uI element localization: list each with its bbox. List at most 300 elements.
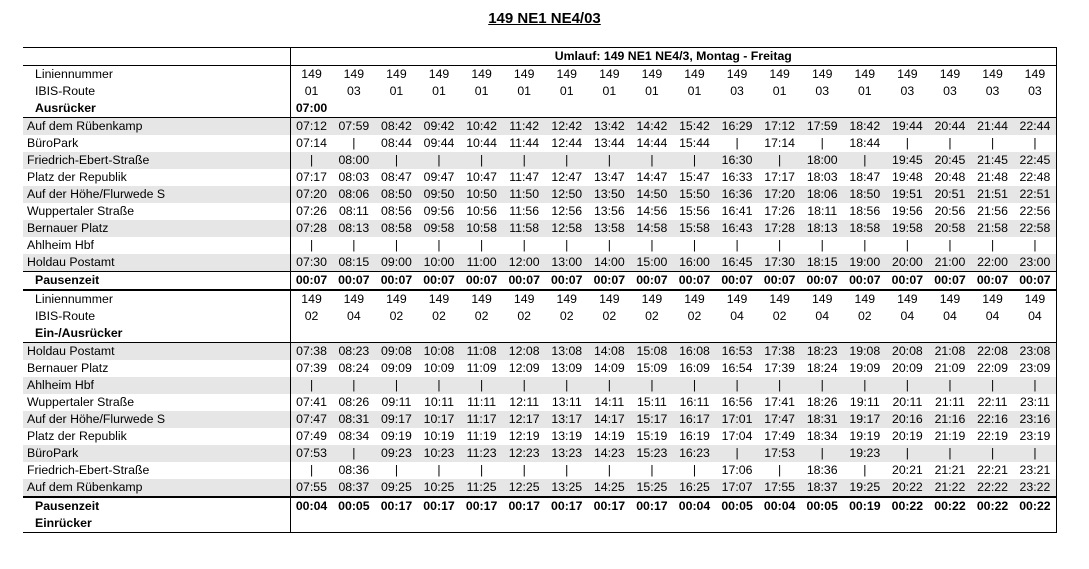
cell: 00:19 [844, 497, 887, 515]
cell: 00:07 [545, 272, 588, 291]
cell: 13:42 [588, 118, 631, 136]
stop-row [23, 220, 1057, 237]
cell: 07:49 [296, 429, 327, 443]
cell [1014, 325, 1057, 343]
cell: 149 [418, 290, 461, 308]
cell: 17:14 [764, 136, 796, 150]
cell: 17:39 [764, 361, 796, 375]
cell: 16:09 [679, 361, 710, 375]
cell: | [522, 463, 526, 477]
cell: 07:59 [333, 118, 376, 136]
cell: 09:11 [381, 395, 412, 409]
cell: 21:08 [929, 343, 972, 361]
cell: 149 [588, 66, 631, 84]
cell: 21:16 [929, 411, 972, 428]
cell: 18:31 [801, 411, 844, 428]
cell: 149 [333, 290, 376, 308]
liniennummer-row [23, 66, 1057, 84]
cell: 00:17 [418, 497, 461, 515]
cell: | [545, 152, 588, 169]
stop-row-label: Auf dem Rübenkamp [23, 118, 290, 136]
cell: | [309, 463, 314, 477]
cell: 22:58 [1014, 220, 1057, 237]
cell: 23:08 [1014, 343, 1057, 361]
cell: 23:00 [1014, 254, 1057, 272]
cell: 12:00 [503, 254, 546, 272]
cell: | [886, 445, 929, 462]
cell: | [692, 463, 697, 477]
cell: 00:05 [716, 497, 759, 515]
cell: 19:09 [849, 361, 881, 375]
cell: | [565, 238, 569, 252]
umlauf-header-row [23, 48, 1057, 66]
cell: 04 [900, 309, 915, 323]
cell: 00:07 [886, 272, 929, 291]
cell: 13:09 [551, 361, 583, 375]
pausenzeit-row [23, 497, 1057, 515]
cell: 12:19 [508, 429, 540, 443]
stop-row-label: Ahlheim Hbf [23, 377, 290, 394]
cell [631, 100, 674, 118]
cell [631, 325, 674, 343]
cell: 15:17 [631, 411, 674, 428]
cell: 149 [758, 66, 801, 84]
stop-row-label: Auf der Höhe/Flurwede S [23, 186, 290, 203]
cell: 21:22 [929, 479, 972, 497]
cell: 12:17 [503, 411, 546, 428]
cell: | [418, 377, 461, 394]
cell: 16:11 [679, 395, 710, 409]
cell: | [905, 238, 909, 252]
cell: 14:00 [588, 254, 631, 272]
cell: 09:19 [381, 429, 412, 443]
stop-row [23, 118, 1057, 136]
cell: 19:51 [886, 186, 929, 203]
cell: | [352, 136, 356, 150]
stop-row [23, 203, 1057, 220]
ibis-route-row-label: IBIS-Route [23, 308, 290, 325]
stop-row-label: Platz der Republik [23, 169, 290, 186]
cell: 07:20 [290, 186, 333, 203]
stop-row [23, 152, 1057, 169]
cell: 00:22 [971, 497, 1014, 515]
cell [503, 325, 546, 343]
cell: 11:11 [467, 395, 497, 409]
cell: 13:11 [551, 395, 582, 409]
cell: 15:47 [679, 170, 710, 184]
cell [929, 100, 972, 118]
cell: 20:00 [886, 254, 929, 272]
cell: 149 [844, 290, 887, 308]
cell: 14:42 [631, 118, 674, 136]
cell: 149 [1014, 66, 1057, 84]
cell [333, 325, 376, 343]
cell: 19:58 [886, 220, 929, 237]
stop-row [23, 254, 1057, 272]
cell: 149 [290, 290, 333, 308]
cell: 20:45 [929, 152, 972, 169]
pausenzeit-row-label: Pausenzeit [23, 272, 290, 291]
cell: 17:12 [758, 118, 801, 136]
cell: 22:45 [1014, 152, 1057, 169]
cell: 07:41 [296, 395, 327, 409]
cell: 00:07 [418, 272, 461, 291]
cell [460, 515, 503, 533]
cell: 14:08 [588, 343, 631, 361]
cell: 15:08 [631, 343, 674, 361]
stop-row-label: Ahlheim Hbf [23, 237, 290, 254]
einruecker-row [23, 515, 1057, 533]
cell: | [352, 238, 356, 252]
cell: 07:55 [290, 479, 333, 497]
cell: | [735, 136, 739, 150]
cell: 00:07 [844, 272, 887, 291]
cell: 00:07 [631, 272, 674, 291]
cell: 08:50 [375, 186, 418, 203]
cell: 00:17 [631, 497, 674, 515]
cell [460, 325, 503, 343]
cell: | [460, 377, 503, 394]
cell: 23:19 [1014, 428, 1057, 445]
cell: 20:22 [886, 479, 929, 497]
cell: 13:23 [545, 445, 588, 462]
cell: 07:12 [290, 118, 333, 136]
cell: 09:25 [375, 479, 418, 497]
cell: 07:47 [290, 411, 333, 428]
cell [588, 515, 631, 533]
cell: 11:50 [503, 186, 546, 203]
cell: 03 [943, 84, 957, 98]
cell: 149 [929, 66, 972, 84]
cell: 10:44 [466, 136, 497, 150]
cell: 04 [943, 309, 957, 323]
cell [418, 515, 461, 533]
cell: 20:44 [929, 118, 972, 136]
cell: 149 [716, 290, 759, 308]
stop-row-label: Wuppertaler Straße [23, 203, 290, 220]
cell: | [820, 136, 824, 150]
cell: | [588, 152, 631, 169]
cell: 10:09 [423, 361, 455, 375]
cell: 22:11 [977, 395, 1008, 409]
cell: 13:47 [593, 170, 625, 184]
cell: 09:44 [423, 136, 455, 150]
cell [588, 100, 631, 118]
cell: 18:34 [806, 429, 838, 443]
cell: 02 [602, 309, 617, 323]
cell: | [971, 377, 1014, 394]
cell: 00:04 [758, 497, 801, 515]
cell: 09:42 [418, 118, 461, 136]
cell: 16:23 [673, 445, 716, 462]
cell: 00:17 [588, 497, 631, 515]
cell: 12:25 [503, 479, 546, 497]
cell: 17:17 [764, 170, 796, 184]
stop-row [23, 186, 1057, 203]
cell: | [333, 377, 376, 394]
cell: | [290, 152, 333, 169]
cell: 08:36 [338, 463, 370, 477]
cell: 03 [347, 84, 361, 98]
cell: 02 [517, 309, 532, 323]
cell: 01 [474, 84, 489, 98]
timetable-grid [23, 47, 1057, 533]
cell: | [820, 238, 824, 252]
cell [971, 515, 1014, 533]
cell: 01 [687, 84, 702, 98]
cell: 13:44 [593, 136, 625, 150]
stop-row [23, 462, 1057, 479]
cell: 08:31 [333, 411, 376, 428]
cell: 17:49 [764, 429, 796, 443]
cell: 11:23 [460, 445, 503, 462]
cell: | [844, 377, 887, 394]
cell: 00:05 [801, 497, 844, 515]
cell: 04 [347, 309, 361, 323]
cell [971, 100, 1014, 118]
cell: 21:19 [934, 429, 966, 443]
cell: 149 [631, 66, 674, 84]
cell: 10:17 [418, 411, 461, 428]
cell: 15:58 [673, 220, 716, 237]
cell: 11:00 [460, 254, 503, 272]
cell [1014, 100, 1057, 118]
cell [333, 100, 376, 118]
cell: 08:56 [381, 204, 412, 218]
stop-row [23, 377, 1057, 394]
cell: 11:58 [503, 220, 546, 237]
cell: | [971, 445, 1014, 462]
cell: 13:25 [545, 479, 588, 497]
cell: 00:22 [886, 497, 929, 515]
cell: 08:06 [333, 186, 376, 203]
cell: 149 [971, 66, 1014, 84]
cell: 02 [772, 309, 787, 323]
timetable [23, 47, 1057, 533]
cell: 18:56 [849, 204, 881, 218]
cell: | [375, 377, 418, 394]
ein-ausruecker-row [23, 325, 1057, 343]
stop-row-label: BüroPark [23, 135, 290, 152]
cell: 17:28 [758, 220, 801, 237]
cell: 18:06 [801, 186, 844, 203]
cell: 21:51 [971, 186, 1014, 203]
cell [673, 100, 716, 118]
cell: 10:23 [418, 445, 461, 462]
cell: 02 [474, 309, 489, 323]
cell: 00:07 [375, 272, 418, 291]
cell: 10:25 [418, 479, 461, 497]
cell: | [588, 377, 631, 394]
cell: 00:17 [545, 497, 588, 515]
ibis-route-row [23, 308, 1057, 325]
cell: 04 [985, 309, 1000, 323]
stop-row-label: Friedrich-Ebert-Straße [23, 152, 290, 169]
cell [844, 515, 887, 533]
cell: | [801, 377, 844, 394]
cell: 09:08 [375, 343, 418, 361]
cell: 16:36 [716, 186, 759, 203]
liniennummer-row-label: Liniennummer [23, 66, 290, 84]
cell: 00:17 [503, 497, 546, 515]
cell: | [437, 238, 441, 252]
stop-row-label: Bernauer Platz [23, 360, 290, 377]
cell: 16:08 [673, 343, 716, 361]
cell: 19:17 [844, 411, 887, 428]
cell: | [886, 377, 929, 394]
cell: 18:42 [844, 118, 887, 136]
stop-row-label: Auf dem Rübenkamp [23, 479, 290, 497]
cell: | [844, 152, 887, 169]
cell: | [1014, 445, 1057, 462]
cell: | [650, 238, 654, 252]
cell [290, 325, 333, 343]
cell: 20:51 [929, 186, 972, 203]
cell: 149 [333, 66, 376, 84]
cell: 02 [559, 309, 574, 323]
cell: 18:11 [807, 204, 838, 218]
cell: 149 [460, 290, 503, 308]
cell [673, 515, 716, 533]
stop-row [23, 411, 1057, 428]
cell: 20:21 [891, 463, 923, 477]
cell: | [716, 377, 759, 394]
cell: 15:50 [673, 186, 716, 203]
cell [545, 325, 588, 343]
ein-ausruecker-row-label: Ein-/Ausrücker [23, 325, 290, 343]
cell: 12:58 [545, 220, 588, 237]
cell: 22:21 [977, 463, 1008, 477]
cell: | [545, 377, 588, 394]
cell: | [480, 238, 484, 252]
cell: 19:56 [891, 204, 923, 218]
cell: 07:53 [290, 445, 333, 462]
cell: 04 [730, 309, 744, 323]
cell: | [565, 463, 569, 477]
cell: 02 [432, 309, 446, 323]
cell: 14:25 [588, 479, 631, 497]
cell: 02 [304, 309, 319, 323]
cell [588, 325, 631, 343]
cell: 17:07 [716, 479, 759, 497]
cell [971, 325, 1014, 343]
cell: 12:44 [551, 136, 583, 150]
cell: 02 [857, 309, 872, 323]
cell: 10:19 [423, 429, 455, 443]
cell: 16:54 [721, 361, 753, 375]
cell: 149 [758, 290, 801, 308]
cell: 16:17 [673, 411, 716, 428]
cell: 10:08 [418, 343, 461, 361]
cell: 22:44 [1014, 118, 1057, 136]
cell: 01 [517, 84, 532, 98]
cell: | [503, 152, 546, 169]
cell: 11:44 [509, 136, 540, 150]
cell: 09:58 [418, 220, 461, 237]
cell: 12:23 [503, 445, 546, 462]
cell: 14:23 [588, 445, 631, 462]
cell: 09:09 [381, 361, 412, 375]
liniennummer-row [23, 290, 1057, 308]
cell: 08:34 [338, 429, 370, 443]
cell: 14:47 [636, 170, 668, 184]
cell: | [394, 463, 399, 477]
cell: 11:25 [460, 479, 503, 497]
cell [801, 515, 844, 533]
cell: 11:17 [460, 411, 503, 428]
cell: 14:56 [636, 204, 668, 218]
cell: 00:05 [333, 497, 376, 515]
cell: 12:11 [509, 395, 540, 409]
stop-row-label: Bernauer Platz [23, 220, 290, 237]
cell: 00:07 [290, 272, 333, 291]
cell: | [333, 445, 376, 462]
header-corner [23, 48, 290, 66]
cell: | [758, 152, 801, 169]
cell: 21:21 [934, 463, 966, 477]
cell: 149 [503, 66, 546, 84]
cell: | [650, 463, 654, 477]
cell: | [607, 463, 611, 477]
cell: 11:09 [466, 361, 497, 375]
cell: | [418, 152, 461, 169]
cell: 18:00 [801, 152, 844, 169]
cell: 23:11 [1014, 394, 1057, 411]
cell: 22:48 [1014, 169, 1057, 186]
cell: 149 [418, 66, 461, 84]
cell: 149 [375, 66, 418, 84]
cell: 149 [844, 66, 887, 84]
cell [844, 100, 887, 118]
cell: 10:50 [460, 186, 503, 203]
cell: 17:38 [758, 343, 801, 361]
liniennummer-row-label: Liniennummer [23, 290, 290, 308]
cell: 00:04 [673, 497, 716, 515]
cell: 14:58 [631, 220, 674, 237]
cell: | [503, 377, 546, 394]
cell: 08:23 [333, 343, 376, 361]
cell: 16:30 [716, 152, 759, 169]
cell: 21:44 [971, 118, 1014, 136]
cell [758, 325, 801, 343]
cell: | [778, 238, 782, 252]
cell: | [437, 463, 441, 477]
cell [758, 515, 801, 533]
stop-row-label: Platz der Republik [23, 428, 290, 445]
cell: 149 [716, 66, 759, 84]
cell: 11:47 [509, 170, 540, 184]
cell: 18:36 [806, 463, 838, 477]
cell: 00:07 [929, 272, 972, 291]
cell: 00:17 [460, 497, 503, 515]
cell: 19:11 [849, 395, 880, 409]
cell: 149 [801, 290, 844, 308]
stop-row [23, 394, 1057, 411]
cell [290, 515, 333, 533]
cell: 00:07 [758, 272, 801, 291]
cell: 12:08 [503, 343, 546, 361]
cell: 12:42 [545, 118, 588, 136]
cell: 09:00 [375, 254, 418, 272]
cell: 14:19 [593, 429, 625, 443]
cell: 09:47 [423, 170, 455, 184]
cell: 00:17 [375, 497, 418, 515]
stop-row-label: BüroPark [23, 445, 290, 462]
cell: 20:09 [891, 361, 923, 375]
cell: 15:56 [679, 204, 710, 218]
einruecker-row-label: Einrücker [23, 515, 290, 533]
cell [333, 515, 376, 533]
